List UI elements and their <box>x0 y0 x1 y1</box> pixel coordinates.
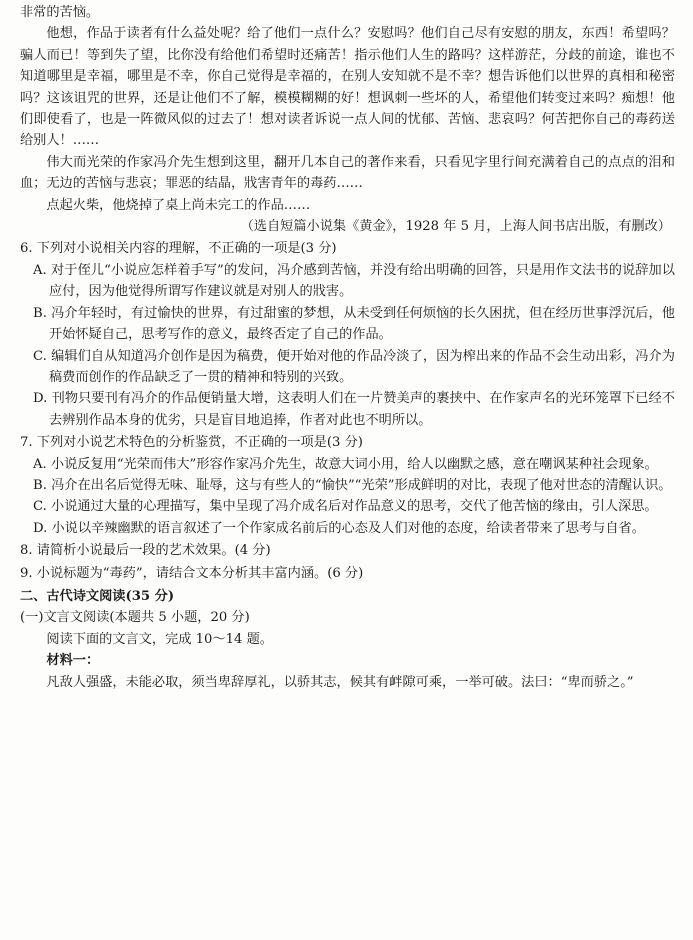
section2-title: 二、古代诗文阅读(35 分) <box>20 588 175 604</box>
q7-option-c: C. 小说通过大量的心理描写，集中呈现了冯介成名后对作品意义的思考，交代了他苦恼的缘由，引人深思。 <box>33 499 658 515</box>
passage-line0: 非常的苦恼。 <box>20 5 100 20</box>
q7-stem: 7. 下列对小说艺术特色的分析鉴赏，不正确的一项是(3 分) <box>20 435 363 451</box>
q9: 9. 小说标题为“毒药”，请结合文本分析其丰富内涵。(6 分) <box>20 565 364 581</box>
q7-option-d: D. 小说以辛辣幽默的语言叙述了一个作家成名前后的心态及人们对他的态度，给读者带来了思考与自省。 <box>33 520 645 536</box>
q6-stem: 6. 下列对小说相关内容的理解，不正确的一项是(3 分) <box>20 241 337 257</box>
section2-subtitle: (一)文言文阅读(本题共 5 小题，20 分) <box>20 610 250 626</box>
passage-para2: 伟大而光荣的作家冯介先生想到这里，翻开几本自己的著作来看，只看见字里行间充满着自己的点点的泪和血；无边的苦恼与悲哀；罪恶的结晶，戕害青年的毒药…… <box>20 154 675 192</box>
q6-option-b: B. 冯介年轻时，有过愉快的世界，有过甜蜜的梦想，从未受到任何烦恼的长久困扰，但在经历世事浮沉后，他开始怀疑自己，思考写作的意义，最终否定了自己的作品。 <box>33 305 675 343</box>
passage-source: （选自短篇小说集《黄金》，1928 年 5 月，上海人间书店出版，有删改） <box>240 219 671 235</box>
q7-option-a: A. 小说反复用“光荣而伟大”形容作家冯介先生，故意大词小用，给人以幽默之感，意在嘲讽某种社会现象。 <box>33 456 658 472</box>
q6-option-d: D. 刊物只要刊有冯介的作品便销量大增，这表明人们在一片赞美声的裹挟中、在作家声名的光环笼罩下已经不去辨别作品本身的优劣，只是盲目地追捧，作者对此也不明所以。 <box>33 391 675 428</box>
q6-option-a: A. 对于侄儿“小说应怎样着手写”的发问，冯介感到苦恼，并没有给出明确的回答，只是用作文法书的说辞加以应付，因为他觉得所谓写作建议就是对别人的戕害。 <box>33 262 675 300</box>
q7-option-b: B. 冯介在出名后觉得无味、耻辱，这与有些人的“愉快”“光荣”形成鲜明的对比，表现了他对世态的清醒认识。 <box>33 477 672 493</box>
passage-para3: 点起火柴，他烧掉了桌上尚未完工的作品…… <box>46 197 311 213</box>
section2-instruction: 阅读下面的文言文，完成 10～14 题。 <box>46 631 273 647</box>
q6-option-c: C. 编辑们自从知道冯介创作是因为稿费，便开始对他的作品冷淡了，因为榨出来的作品不会生动出彩，冯介为稿费而创作的作品缺乏了一贯的精神和特别的兴致。 <box>33 348 675 385</box>
passage-para1: 他想，作品于读者有什么益处呢？给了他们一点什么？安慰吗？他们自己尽有安慰的朋友，东西！希望吗？骗人而已！等到失了望，比你没有给他们希望时还痛苦！指示他们人生的路吗？这样游茫，分歧的前途，谁也不知道哪里是幸福，哪里是不幸，你自己觉得是幸福的，在别人安知就不是不幸？想告诉他们以世界的真相和秘密吗？这该诅咒的世界，还是让他们不了解，模模糊糊的好！想讽刺一些坏的人，希望他们转变过来吗？痴想！他们即使看了，也是一阵微风似的过去了！想对读者诉说一点人间的忧郁、苦恼、悲哀吗？何苦把你自己的毒药送给别人！…… <box>20 26 675 149</box>
q8: 8. 请简析小说最后一段的艺术效果。(4 分) <box>20 543 271 559</box>
material-label: 材料一： <box>46 653 100 669</box>
material-text: 凡敌人强盛，未能必取，须当卑辞厚礼，以骄其志，候其有衅隙可乘，一举可破。法曰：“卑而骄之。” <box>46 674 634 690</box>
